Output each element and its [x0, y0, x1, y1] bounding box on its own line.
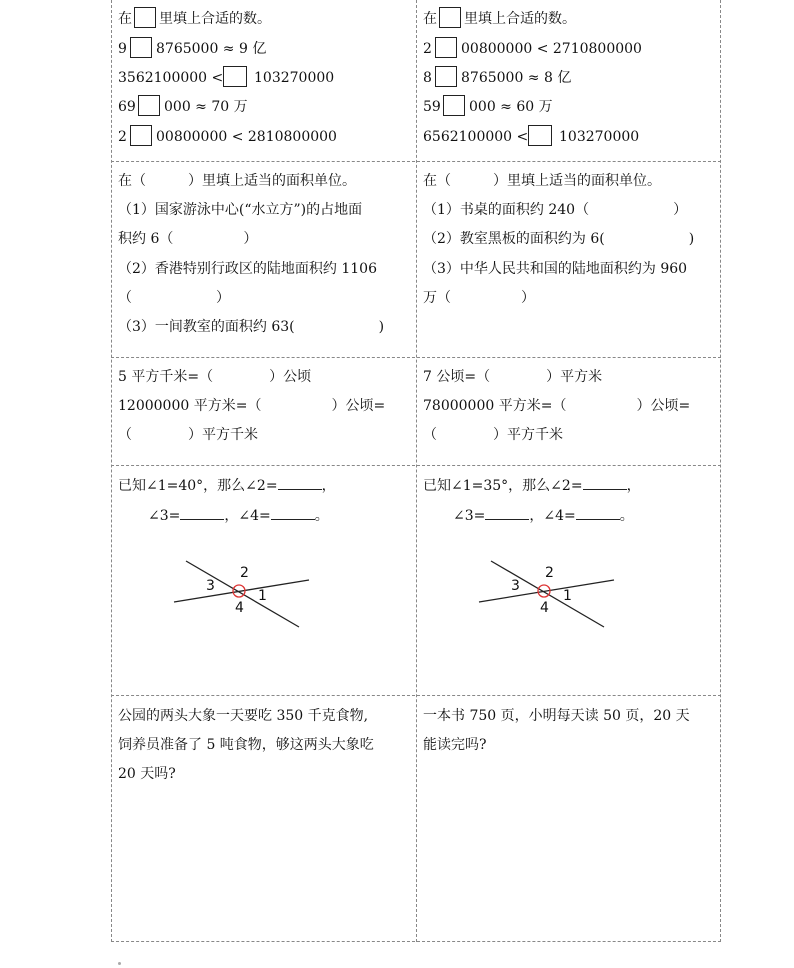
conversion-right [416, 357, 721, 465]
answer-blank-angle4[interactable] [576, 505, 620, 520]
row2-suffix: 8765000 ≈ 8 亿 [461, 70, 572, 86]
page-speck [118, 962, 121, 965]
answer-blank-angle2[interactable] [278, 475, 322, 490]
intersecting-lines-diagram [471, 550, 631, 640]
instruction-suffix: 里填上合适的数。 [464, 11, 576, 27]
area-line-2: （2）教室黑板的面积约为 6( ) [423, 231, 695, 247]
angle-label-2: 2 [240, 565, 249, 581]
fill-digits-left [111, 0, 416, 161]
area-instruction: 在（ ）里填上适当的面积单位。 [423, 173, 661, 189]
row1-prefix: 2 [423, 41, 432, 57]
angle-question-line-1 [118, 475, 336, 496]
fill-digits-right [416, 0, 721, 161]
answer-blank-angle2[interactable] [583, 475, 627, 490]
row1-suffix: 8765000 ≈ 9 亿 [156, 41, 267, 57]
area-units-left [111, 161, 416, 357]
angle4-label: ∠4= [543, 508, 576, 524]
conversion-line-1: 5 平方千米=（ ）公顷 [118, 369, 312, 385]
angle-separator: ， [224, 508, 239, 524]
grid-bottom-border [111, 941, 721, 942]
area-line-4: 万（ ） [423, 290, 535, 306]
area-line-4: （ ） [118, 290, 230, 306]
angle-label-3: 3 [511, 578, 520, 594]
angles-left [111, 465, 416, 695]
answer-box-3[interactable] [443, 95, 465, 116]
angles-right [416, 465, 721, 695]
angle-separator: ， [529, 508, 544, 524]
row3-prefix: 59 [423, 99, 441, 115]
answer-box-2[interactable] [223, 66, 247, 87]
line-b [174, 580, 309, 602]
conversion-line-1: 7 公顷=（ ）平方米 [423, 369, 603, 385]
angle-label-2: 2 [545, 565, 554, 581]
area-line-5: （3）一间教室的面积约 63( ) [118, 319, 385, 335]
angle-question-line-1 [423, 475, 641, 496]
area-line-1: （1）书桌的面积约 240（ ） [423, 202, 688, 218]
word-problem-right [416, 695, 721, 941]
line-b [479, 580, 614, 602]
problem-line-3: 20 天吗? [118, 766, 176, 782]
row2-suffix: 103270000 [254, 70, 335, 86]
angle3-label: ∠3= [453, 508, 486, 524]
row1-suffix: 00800000 < 2710800000 [461, 41, 642, 57]
answer-blank-angle4[interactable] [271, 505, 315, 520]
row4-suffix: 103270000 [559, 129, 640, 145]
answer-box-example [134, 7, 156, 28]
area-line-2: 积约 6（ ） [118, 231, 258, 247]
angle-given: 已知∠1=35°，那么∠2= [423, 478, 583, 494]
worksheet-grid [111, 0, 721, 942]
answer-box-2[interactable] [435, 66, 457, 87]
instruction-prefix: 在 [423, 11, 437, 27]
angle-label-3: 3 [206, 578, 215, 594]
area-line-1: （1）国家游泳中心(“水立方”)的占地面 [118, 202, 363, 218]
angle-comma: ， [321, 478, 336, 494]
row2-prefix: 3562100000 < [118, 70, 224, 86]
area-instruction: 在（ ）里填上适当的面积单位。 [118, 173, 356, 189]
row3-suffix: 000 ≈ 70 万 [164, 99, 248, 115]
angle3-label: ∠3= [148, 508, 181, 524]
row4-prefix: 2 [118, 129, 127, 145]
area-line-3: （2）香港特别行政区的陆地面积约 1106 [118, 261, 377, 277]
angle-question-line-2 [148, 505, 329, 526]
angle-label-1: 1 [563, 588, 572, 604]
word-problem-left [111, 695, 416, 941]
conversion-line-2: 12000000 平方米=（ ）公顷= [118, 398, 386, 414]
conversion-line-3: （ ）平方千米 [118, 427, 258, 443]
instruction-suffix: 里填上合适的数。 [159, 11, 271, 27]
problem-line-1: 一本书 750 页，小明每天读 50 页，20 天 [423, 708, 690, 724]
row2-prefix: 8 [423, 70, 432, 86]
angle-label-4: 4 [235, 600, 244, 616]
answer-box-example [439, 7, 461, 28]
intersecting-lines-diagram [166, 550, 326, 640]
answer-box-1[interactable] [130, 37, 152, 58]
answer-blank-angle3[interactable] [485, 505, 529, 520]
row1-prefix: 9 [118, 41, 127, 57]
problem-line-2: 能读完吗? [423, 737, 487, 753]
row3-suffix: 000 ≈ 60 万 [469, 99, 553, 115]
angle4-label: ∠4= [238, 508, 271, 524]
conversion-line-3: （ ）平方千米 [423, 427, 563, 443]
angle-period: 。 [619, 508, 634, 524]
angle-label-4: 4 [540, 600, 549, 616]
answer-box-3[interactable] [138, 95, 160, 116]
angle-comma: ， [626, 478, 641, 494]
row4-prefix: 6562100000 < [423, 129, 529, 145]
problem-line-2: 饲养员准备了 5 吨食物，够这两头大象吃 [118, 737, 374, 753]
answer-box-1[interactable] [435, 37, 457, 58]
angle-question-line-2 [453, 505, 634, 526]
angle-label-1: 1 [258, 588, 267, 604]
instruction-prefix: 在 [118, 11, 132, 27]
answer-box-4[interactable] [528, 125, 552, 146]
conversion-left [111, 357, 416, 465]
angle-given: 已知∠1=40°，那么∠2= [118, 478, 278, 494]
area-units-right [416, 161, 721, 357]
problem-line-1: 公园的两头大象一天要吃 350 千克食物, [118, 708, 369, 724]
row3-prefix: 69 [118, 99, 136, 115]
angle-period: 。 [314, 508, 329, 524]
row4-suffix: 00800000 < 2810800000 [156, 129, 337, 145]
answer-blank-angle3[interactable] [180, 505, 224, 520]
answer-box-4[interactable] [130, 125, 152, 146]
conversion-line-2: 78000000 平方米=（ ）公顷= [423, 398, 691, 414]
area-line-3: （3）中华人民共和国的陆地面积约为 960 [423, 261, 688, 277]
